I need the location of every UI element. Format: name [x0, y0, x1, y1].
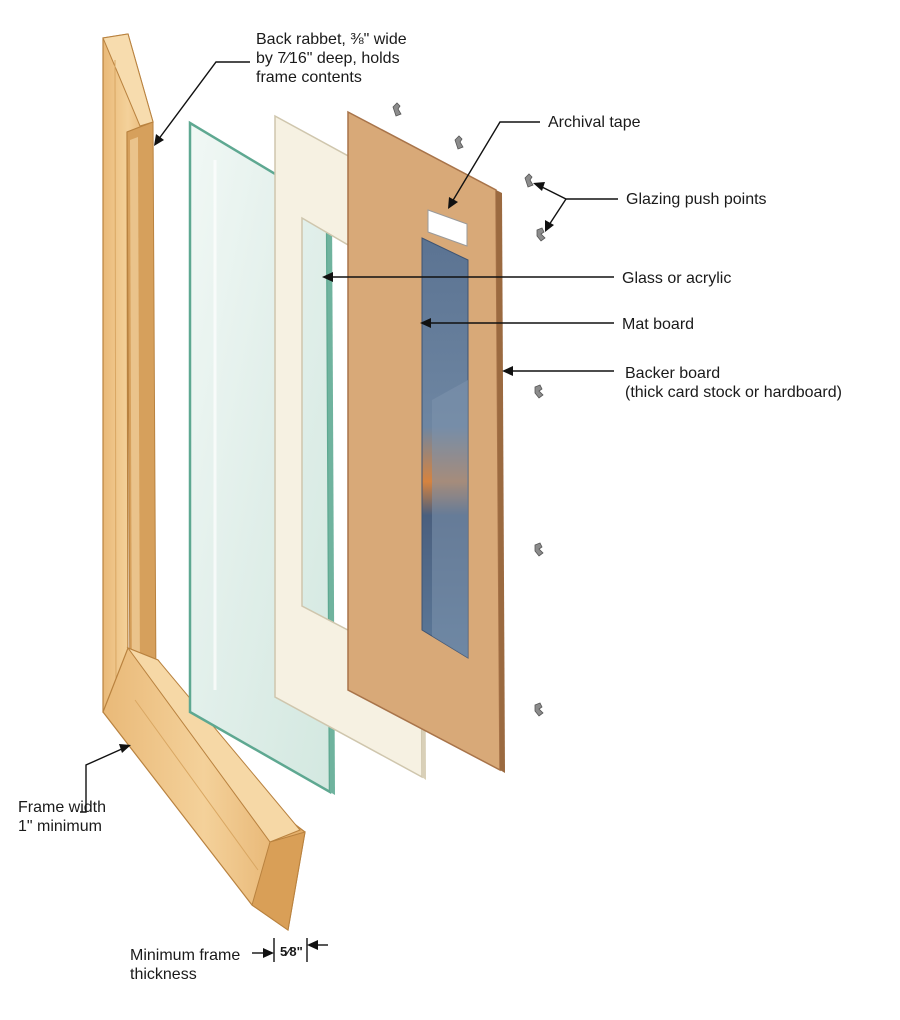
- svg-text:Frame width: Frame width: [18, 799, 107, 816]
- label-push-points: Glazing push points: [626, 191, 767, 208]
- push-point-icon: [535, 385, 543, 398]
- svg-text:frame contents: frame contents: [256, 69, 362, 86]
- svg-text:Back rabbet, ⅜" wide: Back rabbet, ⅜" wide: [256, 31, 407, 48]
- label-thickness-value: 5⁄8": [280, 944, 303, 959]
- push-point-icon: [537, 228, 545, 241]
- label-glass: Glass or acrylic: [622, 270, 732, 287]
- push-point-icon: [525, 174, 533, 187]
- label-rabbet: [256, 31, 407, 86]
- push-point-icon: [535, 543, 543, 556]
- push-point-icon: [455, 136, 463, 149]
- svg-text:Minimum frame: Minimum frame: [130, 947, 241, 964]
- push-point-icon: [535, 703, 543, 716]
- frame-stile: [103, 34, 156, 712]
- push-point-icon: [393, 103, 401, 116]
- svg-text:1" minimum: 1" minimum: [18, 818, 102, 835]
- label-backer: [625, 365, 842, 401]
- backer-board: [348, 112, 505, 773]
- label-mat: Mat board: [622, 316, 695, 333]
- svg-text:Backer board: Backer board: [625, 365, 721, 382]
- label-thickness: [130, 947, 240, 983]
- svg-text:thickness: thickness: [130, 966, 197, 983]
- label-frame-width: [18, 799, 106, 835]
- label-archival-tape: Archival tape: [548, 114, 641, 131]
- svg-text:(thick card stock or hardboard: (thick card stock or hardboard): [625, 384, 842, 401]
- svg-text:by 7⁄16" deep, holds: by 7⁄16" deep, holds: [256, 50, 400, 67]
